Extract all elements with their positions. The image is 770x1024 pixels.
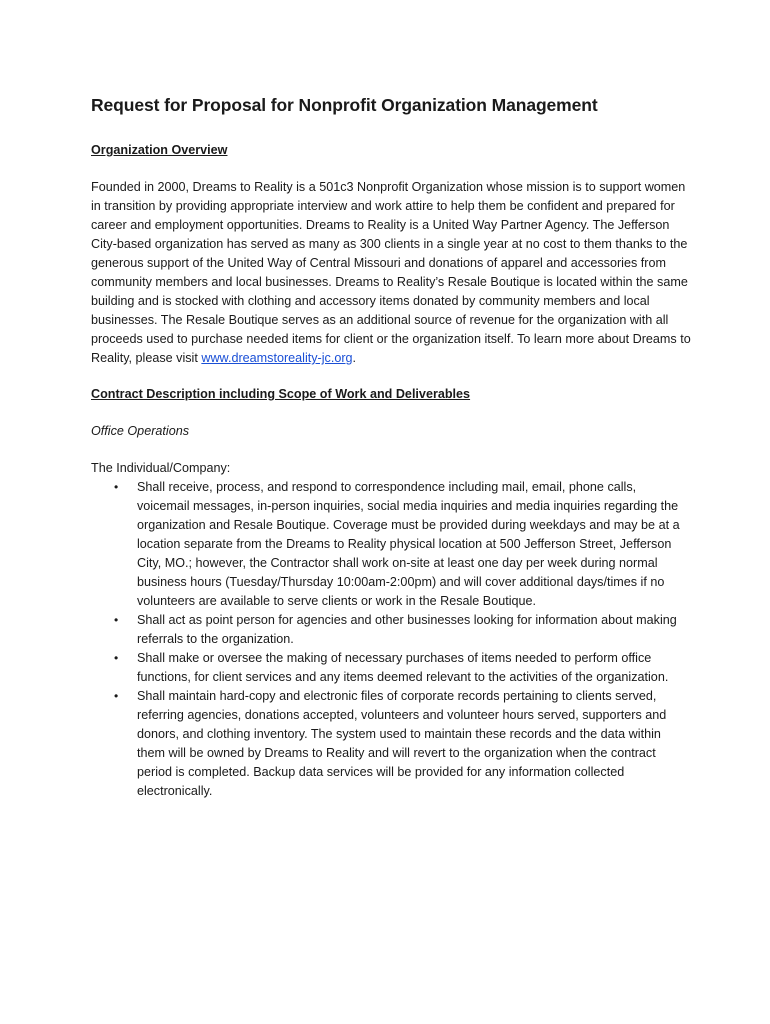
overview-text: Founded in 2000, Dreams to Reality is a 501c3 Nonprofit Organization whose mission is to support women in transition by providing appropriate interview and work attire to help them be confident and prepared for career and employment opportunities. Dreams to Reality is a United Way Partner Agency. The Jefferson City-based organization has served as many as 300 clients in a single year at no cost to them thanks to the generous support of the United Way of Central Missouri and donations of apparel and accessories from community members and local businesses. Dreams to Reality’s Resale Boutique is located within the same building and is stocked with clothing and accessory items donated by community members and local businesses. The Resale Boutique serves as an additional source of revenue for the organization with all proceeds used to purchase needed items for client or the organization itself. To learn more about Dreams to Reality, please visit xyxy=(91,180,691,365)
document-page xyxy=(91,94,691,801)
duties-list xyxy=(91,478,691,801)
document-title: Request for Proposal for Nonprofit Organization Management xyxy=(91,95,598,115)
section-heading-overview: Organization Overview xyxy=(91,143,228,157)
list-item xyxy=(91,687,691,801)
bullet-icon: • xyxy=(114,651,119,665)
subheading-office-operations: Office Operations xyxy=(91,424,189,438)
intro-text: The Individual/Company: xyxy=(91,461,231,475)
duty-text: Shall receive, process, and respond to correspondence including mail, email, phone calls, voicemail messages, in-person inquiries, social media inquiries and media inquiries regarding the organization and Resale Boutique. Coverage must be provided during weekdays and may be at a location separate from the Dreams to Reality physical location at 500 Jefferson Street, Jefferson City, MO.; however, the Contractor shall work on-site at least one day per week during normal business hours (Tuesday/Thursday 10:00am-2:00pm) and will cover additional days/times if no volunteers are available to serve clients or work in the Resale Boutique. xyxy=(137,480,680,608)
duty-text: Shall maintain hard-copy and electronic files of corporate records pertaining to clients served, referring agencies, donations accepted, volunteers and volunteer hours served, supporters and donors, and clothing inventory. The system used to maintain these records and the data within them will be owned by Dreams to Reality and will revert to the organization when the contract period is completed. Backup data services will be provided for any information collected electronically. xyxy=(137,689,667,798)
duty-text: Shall make or oversee the making of necessary purchases of items needed to perform office functions, for client services and any items deemed relevant to the activities of the organization. xyxy=(137,651,669,684)
website-link[interactable]: www.dreamstoreality-jc.org xyxy=(201,351,353,365)
list-item xyxy=(91,478,691,611)
section-heading-contract: Contract Description including Scope of Work and Deliverables xyxy=(91,387,471,401)
duty-text: Shall act as point person for agencies and other businesses looking for information about making referrals to the organization. xyxy=(137,613,677,646)
bullet-icon: • xyxy=(114,689,119,703)
overview-paragraph xyxy=(91,178,691,368)
overview-end: . xyxy=(352,351,357,365)
bullet-icon: • xyxy=(114,613,119,627)
list-item xyxy=(91,649,691,687)
bullet-icon: • xyxy=(114,480,119,494)
list-item xyxy=(91,611,691,649)
